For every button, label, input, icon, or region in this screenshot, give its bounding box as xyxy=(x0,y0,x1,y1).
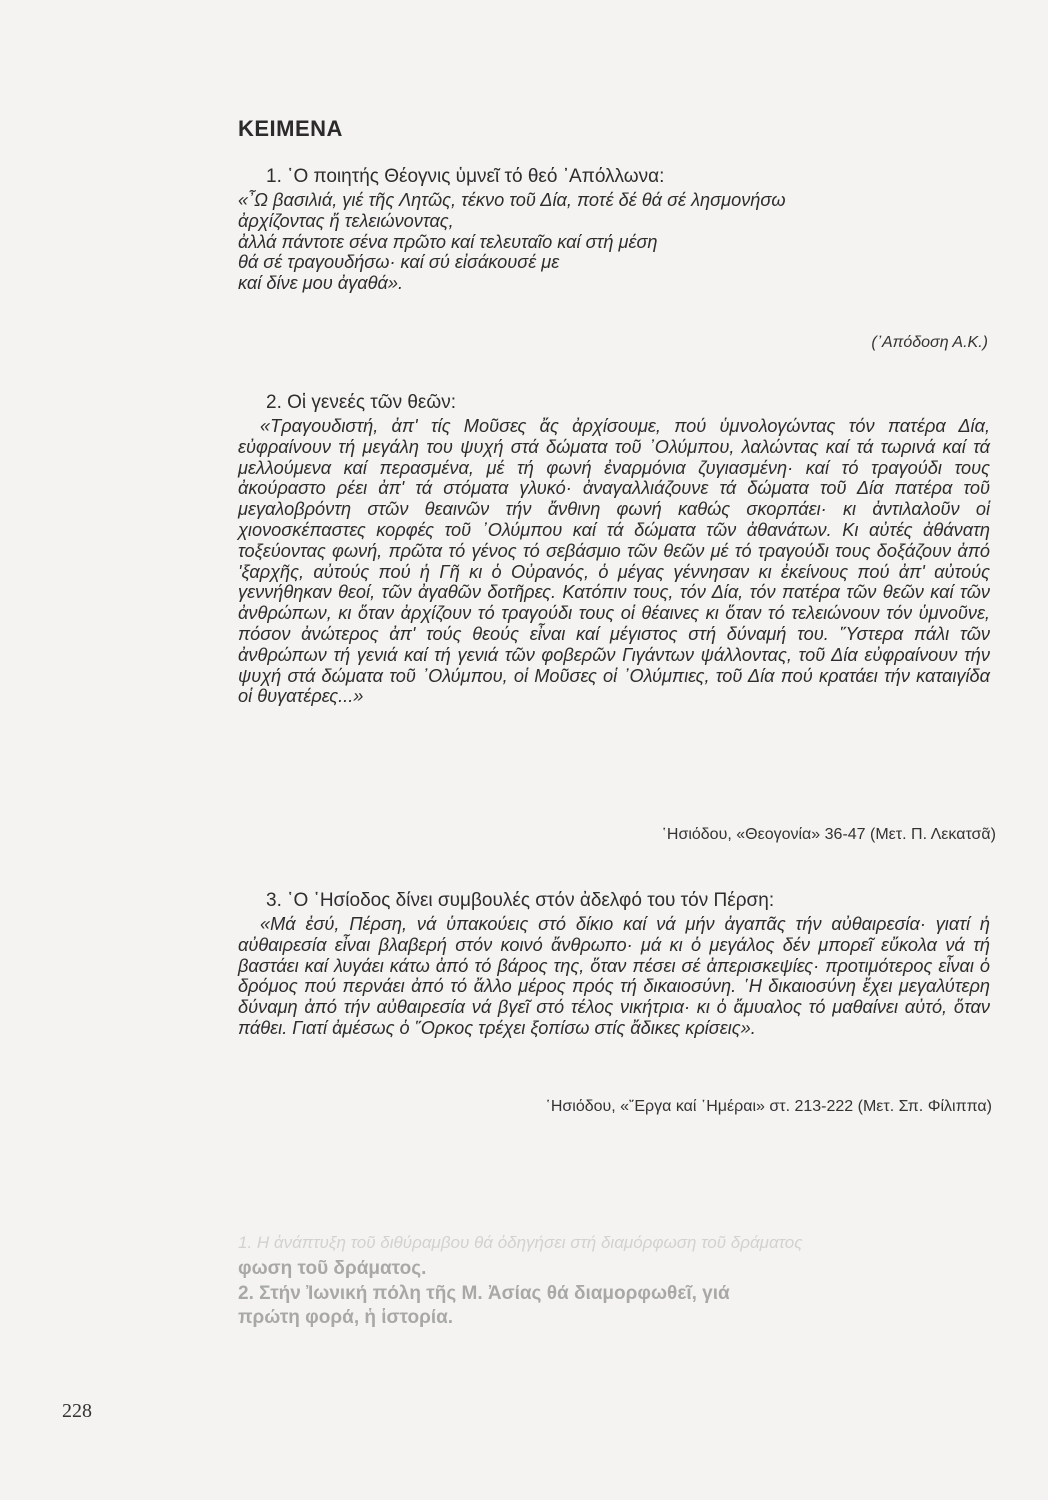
section-1-source: (᾿Απόδοση Α.Κ.) xyxy=(871,334,988,351)
section-1 xyxy=(238,166,990,294)
poem-line: «῏Ω βασιλιά, γιέ τῆς Λητῶς, τέκνο τοῦ Δία, ποτέ δέ θά σέ λησμονήσω xyxy=(238,190,786,210)
section-3-intro: 3. ῾Ο ῾Ησίοδος δίνει συμβουλές στόν ἀδελφό του τόν Πέρση: xyxy=(266,890,775,911)
section-1-intro: 1. ῾Ο ποιητής Θέογνις ὑμνεῖ τό θεό ᾿Απόλλωνα: xyxy=(266,166,665,187)
section-2-text: «Τραγουδιστή, ἀπ' τίς Μοῦσες ἄς ἀρχίσουμε, πού ὑμνολογώντας τόν πατέρα Δία, εὐφραίνουν τή μεγάλη του ψυχή στά δώματα τοῦ ᾿Ολύμπου, λαλώντας καί τά τωρινά καί τά μελλούμενα καί περασμένα, μέ τή φωνή ἐναρμόνια ζυγιασμένη· καί τό τραγούδι τους ἀκούραστο ρέει ἀπ' τά στόματα γλυκό· ἀναγαλλιάζουνε τά δώματα τοῦ Δία πατέρα τοῦ μεγαλοβρόντη στῶν θεαινῶν τήν ἄνθινη φωνή καθώς σκορπάει· κι ἀντιλαλοῦν οἱ χιονοσκέπαστες κορφές τοῦ ᾿Ολύμπου καί τά δώματα τῶν ἀθανάτων. Κι αὐτές ἀθάνατη τοξεύοντας φωνή, πρῶτα τό γένος τό σεβάσμιο τῶν θεῶν μέ τό τραγούδι τους δοξάζουν ἀπό 'ξαρχῆς, αὐτούς πού ἡ Γῆ κι ὁ Οὐρανός, ὁ μέγας γέννησαν κι ἐκείνους πού ἀπ' αὐτούς γεννήθηκαν θεοί, τῶν ἀγαθῶν δοτῆρες. Κατόπιν τους, τόν Δία, τόν πατέρα τῶν θεῶν καί τῶν ἀνθρώπων, κι ὅταν ἀρχίζουν τό τραγούδι τους οἱ θέαινες κι ὅταν τό τελειώνουν τόν ὑμνοῦνε, πόσον ἀνώτερος ἀπ' τούς θεούς εἶναι καί μέγιστος στή δύναμή του. ῞Υστερα πάλι τῶν ἀνθρώπων τή γενιά καί τή γενιά τῶν φοβερῶν Γιγάντων ψάλλοντας, τοῦ Δία εὐφραίνουν τήν ψυχή στά δώματα τοῦ ᾿Ολύμπου, οἱ Μοῦσες οἱ ᾿Ολύμπιες, τοῦ Δία πού κρατάει τήν καταιγίδα οἱ θυγατέρες...» xyxy=(238,416,990,707)
page-heading: ΚΕΙΜΕΝΑ xyxy=(238,116,343,141)
page-number: 228 xyxy=(62,1400,92,1422)
section-2 xyxy=(238,392,990,707)
section-3 xyxy=(238,890,990,1039)
show-through-text: φωση τοῦ δράματος. xyxy=(238,1258,427,1279)
section-3-text: «Μά ἐσύ, Πέρση, νά ὑπακούεις στό δίκιο καί νά μήν ἀγαπᾶς τήν αὐθαιρεσία· γιατί ἡ αὐθαιρεσία εἶναι βλαβερή στόν κοινό ἄνθρωπο· μά κι ὁ μεγάλος δέν μπορεῖ εὔκολα νά τή βαστάει καί λυγάει κάτω ἀπό τό βάρος της, ὅταν πέσει σέ ἀπερισκεψίες· προτιμότερος εἶναι ὁ δρόμος πού περνάει ἀπό τό ἄλλο μέρος πρός τή δικαιοσύνη. ῾Η δικαιοσύνη ἔχει μεγαλύτερη δύναμη ἀπό τήν αὐθαιρεσία νά βγεῖ στό τέλος νικήτρια· κι ὁ ἄμυαλος τό μαθαίνει αὐτό, ὅταν πάθει. Γιατί ἀμέσως ὁ ῞Ορκος τρέχει ξοπίσω στίς ἄδικες κρίσεις». xyxy=(238,914,990,1038)
poem-line: ἀρχίζοντας ἤ τελειώνοντας, xyxy=(238,210,454,231)
show-through-text: 2. Στήν Ἰωνική πόλη τῆς Μ. Ἀσίας θά διαμορφωθεῖ, γιά xyxy=(238,1283,730,1304)
section-3-source: ῾Ησιόδου, «῎Εργα καί ῾Ημέραι» στ. 213-222 (Μετ. Σπ. Φίλιππα) xyxy=(545,1098,992,1115)
show-through-text: πρώτη φορά, ἡ ἱστορία. xyxy=(238,1307,454,1328)
section-2-source: ῾Ησιόδου, «Θεογονία» 36-47 (Μετ. Π. Λεκατσᾶ) xyxy=(661,826,996,843)
show-through-text: 1. Η ἀνάπτυξη τοῦ διθύραμβου θά ὁδηγήσει στή διαμόρφωση τοῦ δράματος xyxy=(238,1233,803,1252)
poem-line: ἀλλά πάντοτε σένα πρῶτο καί τελευταῖο καί στή μέση xyxy=(238,231,658,252)
poem-line: καί δίνε μου ἀγαθά». xyxy=(238,273,404,294)
section-2-intro: 2. Οἱ γενεές τῶν θεῶν: xyxy=(266,392,457,413)
poem-line: θά σέ τραγουδήσω· καί σύ εἰσάκουσέ με xyxy=(238,252,560,273)
